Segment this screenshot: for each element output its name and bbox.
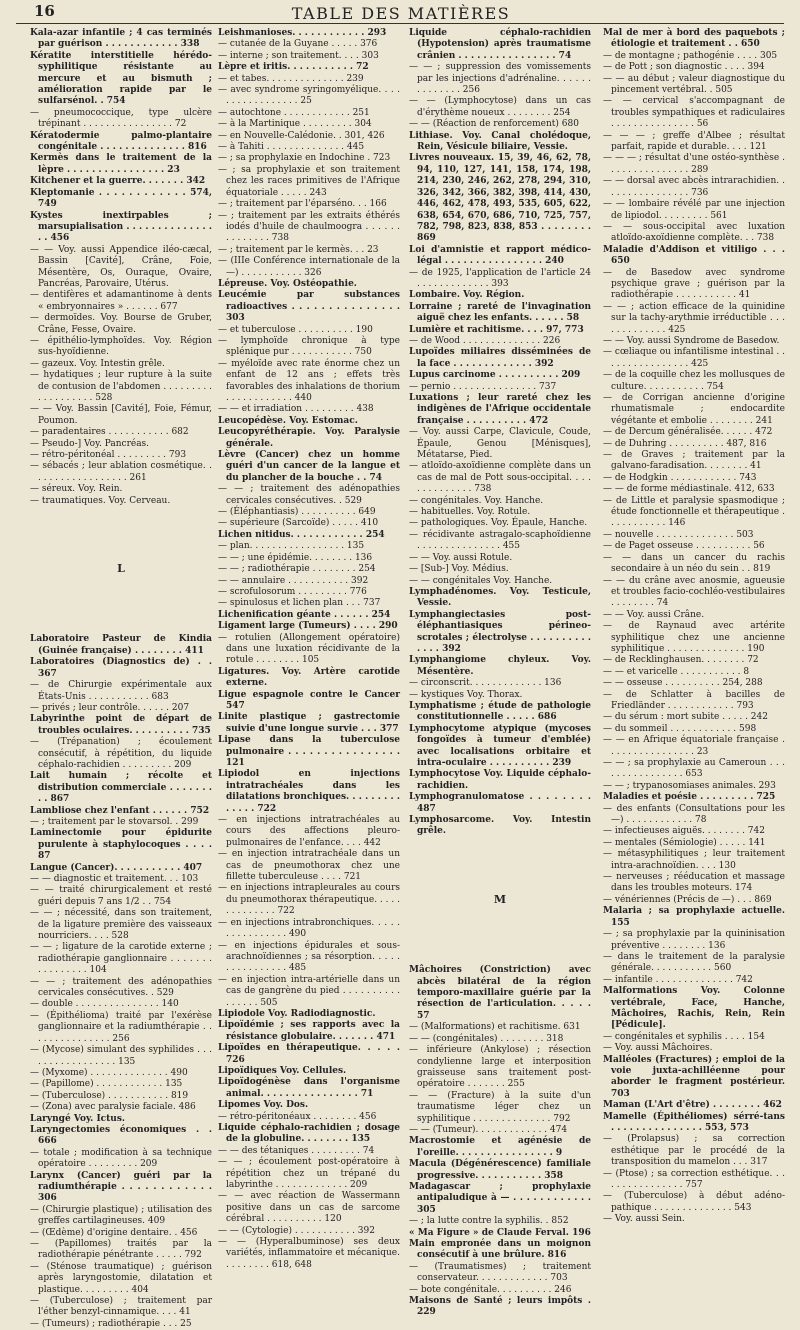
index-entry: Lambliose chez l'enfant . . . . . . 752 xyxy=(30,805,210,816)
index-entry: — (Tuberculose) . . . . . . . . . . . 819 xyxy=(30,1090,189,1101)
index-entry: — double . . . . . . . . . . . . . . . 140 xyxy=(30,999,179,1010)
index-entry: — en injections intrabronchiques. . . . . . . . . . . . . . . . 490 xyxy=(218,917,400,940)
index-entry: Kala-azar infantile ; 4 cas terminés par guérison . . . . . . . . . . . . 338 xyxy=(30,28,212,50)
index-entry: Madagascar ; prophylaxie antipaludique à — . . . . . . . . . . . . 305 xyxy=(409,1181,591,1215)
index-entry: Leishmanioses. . . . . . . . . . . . 293 xyxy=(218,28,387,38)
index-entry: Lipoïdes en thérapeutique. . . . . 726 xyxy=(218,1043,400,1065)
index-entry: — cœliaque ou infantilisme intestinal . . . . . . . . . . . . . . . . 425 xyxy=(603,347,785,369)
index-entry: Kératodermie palmo-plantaire congénitale . . . . . . . . . . . . . . 816 xyxy=(30,130,212,153)
index-entry: — en injection intra-artérielle dans un cas de gangrène du pied . . . . . . . . . . . . . . . . 505 xyxy=(218,974,400,1008)
index-entry: — de montagne ; pathogénie . . . . 305 xyxy=(603,50,778,61)
index-entry: — dans le traitement de la paralysie générale. . . . . . . . . . . 560 xyxy=(603,951,785,974)
index-entry: — épithélio-lymphoïdes. Voy. Région sus-hyoïdienne. xyxy=(30,335,212,358)
index-entry: — plan. . . . . . . . . . . . . . . . . 135 xyxy=(218,541,365,552)
index-entry: — vénériennes (Précis de —) . . . 869 xyxy=(603,894,772,905)
index-entry: « Ma Figure » de Claude Ferval. 196 xyxy=(409,1227,591,1238)
index-entry: — — lombaire révélé par une injection de lipiodol. . . . . . . . . 561 xyxy=(603,199,785,221)
index-entry: Liquide céphalo-rachidien (Hypotension) après traumatisme crânien . . . . . . . . . . . . . . . . 74 xyxy=(409,28,591,61)
index-entry: — habituelles. Voy. Rotule. xyxy=(409,507,531,518)
index-entry: — — dans un cancer du rachis secondaire à un néo du sein . . 819 xyxy=(603,552,785,575)
index-entry: Malformations Voy. Colonne vertébrale, Face, Hanche, Mâchoires, Rachis, Rein, Rein [Pédicule]. xyxy=(603,986,785,1031)
index-entry: — du sérum : mort subite . . . . . 242 xyxy=(603,712,768,723)
index-entry: — — Voy. aussi Rotule. xyxy=(409,552,513,563)
column-1 xyxy=(30,28,212,1329)
index-entry: — pathologiques. Voy. Épaule, Hanche. xyxy=(409,518,588,529)
index-entry: — — et irradiation . . . . . . . . . 438 xyxy=(218,404,374,415)
index-entry: — (Tuberculose) à début adéno-pathique . . . . . . . . . . . . . . 543 xyxy=(603,1191,785,1213)
index-entry: Macrostomie et agénésie de l'oreille. . . . . . . . . . . . . . . . 9 xyxy=(409,1136,591,1158)
index-entry: Laryngé Voy. Ictus. xyxy=(30,1113,126,1124)
index-entry: Lèpre et iritis. . . . . . . . . . . 72 xyxy=(218,62,369,73)
index-entry: — (Prolapsus) ; sa correction esthétique par le procédé de la transposition du mamelon . . . 317 xyxy=(603,1134,785,1168)
index-entry: — ; la lutte contre la syphilis. . 852 xyxy=(409,1216,569,1227)
index-entry: Lymphangiome chyleux. Voy. Mésentère. xyxy=(409,655,591,677)
index-entry: — ; traitement par l'éparséno. . . 166 xyxy=(218,199,387,210)
index-entry: — séreux. Voy. Rein. xyxy=(30,484,123,495)
index-entry: Lipoïdémie ; ses rapports avec la résistance globulaire. . . . . . . 471 xyxy=(218,1020,400,1042)
index-entry: — en injection intratrachéale dans un cas de pneumothorax chez une fillette tuberculeuse . . . . 721 xyxy=(218,849,400,883)
index-entry: — (Traumatismes) ; traitement conservateur. . . . . . . . . . . . . 703 xyxy=(409,1261,591,1284)
index-entry: — de Paget osseuse . . . . . . . . . . 56 xyxy=(603,541,765,552)
index-entry: — nouvelle . . . . . . . . . . . . . . 503 xyxy=(603,529,754,540)
index-entry: — [Sub-] Voy. Médius. xyxy=(409,564,509,575)
index-entry: — — ; ligature de la carotide externe ; radiothérapie ganglionnaire . . . . . . . . . . . . . . . . 104 xyxy=(30,942,212,976)
index-entry: — récidivante astragalo-scaphoïdienne . . . . . . . . . . . . . . . 455 xyxy=(409,529,591,552)
index-entry: — — (Cytologie) . . . . . . . . . . . 392 xyxy=(218,1225,375,1236)
index-entry: Leucopédèse. Voy. Estomac. xyxy=(218,415,358,426)
index-entry: Kermès dans le traitement de la lèpre . . . . . . . . . . . . . . . . 23 xyxy=(30,153,212,175)
index-entry: — infantile . . . . . . . . . . . . . . 742 xyxy=(603,974,753,985)
index-entry: — — (Hyperalbuminose) ses deux variétés, inflammatoire et mécanique. . . . . . . . . 618, 648 xyxy=(218,1237,400,1270)
index-entry: — — dorsal avec abcès intrarachidien. . . . . . . . . . . . . . . . 736 xyxy=(603,176,785,198)
index-entry: — atloïdo-axoïdienne complète dans un cas de mal de Pott sous-occipital. . . . . . . . . . . . . . 738 xyxy=(409,461,591,495)
index-entry: Ligatures. Voy. Artère carotide externe. xyxy=(218,666,400,689)
index-entry: — — ; action efficace de la quinidine sur la tachy-arythmie irréductible . . . . . . . . . . . . . 425 xyxy=(603,301,785,335)
index-entry: — — ; traitement des adénopathies cervicales consécutives. . 529 xyxy=(218,484,400,506)
index-entry: — des enfants (Consultations pour les —) . . . . . . . . . . . . 78 xyxy=(603,803,785,826)
index-entry: — (Papillome) . . . . . . . . . . . . 135 xyxy=(30,1079,183,1090)
index-entry: — de Little et paralysie spasmodique ; étude fonctionnelle et thérapeutique . . . . . . . . . . . 146 xyxy=(603,495,785,529)
index-entry: — dermoïdes. Voy. Bourse de Gruber, Crâne, Fesse, Ovaire. xyxy=(30,313,212,335)
index-entry: — — ; nécessité, dans son traitement, de la ligature première des vaisseaux nourriciers. . . . 528 xyxy=(30,908,212,942)
index-entry: — supérieure (Sarcoïde) . . . . . 410 xyxy=(218,518,379,529)
index-entry: — — Voy. aussi Syndrome de Basedow. xyxy=(603,335,780,346)
index-entry: — hydatiques ; leur rupture à la suite de contusion de l'abdomen . . . . . . . . . . . . . . . . . . . 528 xyxy=(30,370,212,403)
index-entry: — — (Lymphocytose) dans un cas d'érythème noueux . . . . . . . . 254 xyxy=(409,96,591,118)
index-entry: Langue (Cancer). . . . . . . . . . . 407 xyxy=(30,862,203,873)
index-entry: Lymphangiectasies post-éléphantiasiques périneo-scrotales ; électrolyse . . . . . . . . . . . . . . 392 xyxy=(409,609,591,654)
index-entry: — de Raynaud avec artérite syphilitique chez une ancienne syphilitique . . . . . . . . . . . . . . 190 xyxy=(603,621,785,654)
index-entry: — — Voy. aussi Appendice iléo-cæcal, Bassin [Cavité], Crâne, Foie, Mésentère, Os, Ouraque, Ovaire, Pancréas, Parovaire, Utérus. xyxy=(30,244,212,289)
index-entry: — — Voy. aussi Crâne. xyxy=(603,609,705,620)
index-entry: Maman (L'Art d'être) . . . . . . . . 462 xyxy=(603,1100,782,1111)
index-entry: Lymphosarcome. Voy. Intestin grêle. xyxy=(409,815,591,837)
index-entry: Maladies et poésie . . . . . . . . . 725 xyxy=(603,792,776,803)
index-entry: Ligue espagnole contre le Cancer 547 xyxy=(218,689,400,711)
index-entry: Lipiodole Voy. Radiodiagnostic. xyxy=(218,1008,376,1019)
index-entry: — totale ; modification à sa technique opératoire . . . . . . . . . 209 xyxy=(30,1147,212,1170)
index-entry: — mentales (Sémiologie) . . . . . 141 xyxy=(603,837,766,848)
index-entry: — — (Fracture) à la suite d'un traumatisme léger chez un syphilitique . . . . . . . . . . . . . . 792 xyxy=(409,1090,591,1124)
index-entry: Lymphocytome atypique (mycoses fongoïdes à tumeur d'emblée) avec localisations orbitaire et intra-oculaire . . . . . . . . . . 239 xyxy=(409,723,591,768)
index-entry: — (Tumeurs) ; radiothérapie . . . 25 xyxy=(30,1318,192,1329)
index-entry: — — (Tumeur). . . . . . . . . . . . . 474 xyxy=(409,1124,568,1135)
index-entry: — — avec réaction de Wassermann positive dans un cas de sarcome cérébral . . . . . . . . . . 120 xyxy=(218,1191,400,1225)
index-entry: Lipiodol en injections intratrachéales dans les dilatations bronchiques. . . . . . . . . . . . . . 722 xyxy=(218,769,400,814)
index-entry: — myéloïde avec rate énorme chez un enfant de 12 ans ; effets très favorables des inhalations de thorium . . . . . . . . . . . . 440 xyxy=(218,358,400,403)
index-entry: Maisons de Santé ; leurs impôts . 229 xyxy=(409,1296,591,1318)
page-title: TABLE DES MATIÈRES xyxy=(291,4,511,23)
index-entry: — en injections intrapleurales au cours du pneumothorax thérapeutique. . . . . . . . . . . . . . 722 xyxy=(218,883,400,917)
column-4 xyxy=(603,28,785,1225)
index-entry: — privés ; leur contrôle. . . . . . 207 xyxy=(30,702,190,713)
index-entry: Leucémie par substances radioactives . . . . . . . . . . . . . . . 303 xyxy=(218,290,400,324)
index-entry: — — ; traitement des adénopathies cervicales consécutives. . 529 xyxy=(30,976,212,999)
index-entry: — ; sa prophylaxie et son traitement chez les races primitives de l'Afrique équatoriale . . . . . 243 xyxy=(218,164,400,198)
index-entry: Lymphatisme ; étude de pathologie constitutionnelle . . . . . 686 xyxy=(409,700,591,723)
column-3 xyxy=(409,28,591,1318)
index-entry: — (Chirurgie plastique) ; utilisation des greffes cartilagineuses. 409 xyxy=(30,1204,212,1227)
index-entry: — Pseudo-] Voy. Pancréas. xyxy=(30,438,150,449)
index-entry: — — et varicelle . . . . . . . . . . . 8 xyxy=(603,666,750,677)
index-entry: — à Tahiti . . . . . . . . . . . . . . 445 xyxy=(218,142,365,153)
index-entry: — de Schlatter à bacilles de Friedländer . . . . . . . . . . . . 793 xyxy=(603,689,785,711)
index-entry: — — de forme médiastinale. 412, 633 xyxy=(603,484,775,495)
index-entry: — de Hodgkin . . . . . . . . . . . . 743 xyxy=(603,472,757,483)
index-entry: Lorraine ; rareté de l'invagination aiguë chez les enfants. . . . . . 58 xyxy=(409,301,591,324)
index-entry: — ; traitement par le stovarsol. . 299 xyxy=(30,816,199,827)
index-entry: Macula (Dégénérescence) familiale progressive. . . . . . . . . . . 358 xyxy=(409,1159,591,1181)
index-entry: — (Papillomes) traités par la radiothérapie pénétrante . . . . . 792 xyxy=(30,1239,212,1261)
index-entry: Lépreuse. Voy. Ostéopathie. xyxy=(218,278,357,289)
index-entry: — de Pott ; son diagnostic . . . . 394 xyxy=(603,62,765,73)
index-entry: — du sommeil . . . . . . . . . . . . 598 xyxy=(603,723,757,734)
index-entry: — circonscrit. . . . . . . . . . . . . 136 xyxy=(409,678,562,689)
index-entry: — ; sa prophylaxie par la quininisation préventive . . . . . . . . 136 xyxy=(603,929,785,951)
index-entry: Main empronée dans un moignon consécutif à une brûlure. 816 xyxy=(409,1239,591,1261)
index-entry: Kitchener et la guerre. . . . . . . 342 xyxy=(30,176,206,187)
index-entry: — — (Réaction de renforcement) 680 xyxy=(409,119,579,130)
index-entry: — kystiques Voy. Thorax. xyxy=(409,689,523,700)
index-entry: — — — ; résultat d'une ostéo-synthèse . . . . . . . . . . . . . . . 289 xyxy=(603,153,785,175)
index-entry: Lupoïdes miliaires disséminées de la face . . . . . . . . . . . . . 392 xyxy=(409,347,591,369)
index-entry: — — cervical s'accompagnant de troubles sympathiques et radiculaires . . . . . . . . . . . . . . . 56 xyxy=(603,96,785,130)
index-entry: — — (congénitales) . . . . . . . . 318 xyxy=(409,1033,564,1044)
index-entry: Lymphogranulomatose . . . . . . . . 487 xyxy=(409,792,591,814)
index-entry: — cutanée de la Guyane . . . . . 376 xyxy=(218,39,378,50)
index-entry: — autochtone . . . . . . . . . . . . 251 xyxy=(218,107,370,118)
index-entry: Mal de mer à bord des paquebots ; étiologie et traitement . . 650 xyxy=(603,28,785,50)
index-entry: — — au début ; valeur diagnostique du pincement vertébral. . 505 xyxy=(603,73,785,96)
index-entry: Laryngectomies économiques . . 666 xyxy=(30,1124,212,1147)
index-entry: — congénitales. Voy. Hanche. xyxy=(409,495,544,506)
index-entry: — de Dercum généralisée. . . . . . 472 xyxy=(603,427,773,438)
index-entry: Laboratoire Pasteur de Kindia (Guinée française) . . . . . . . . 411 xyxy=(30,634,212,656)
index-entry: Lait humain ; récolte et distribution commerciale . . . . . . . . . 867 xyxy=(30,771,212,805)
index-entry: Mâchoires (Constriction) avec abcès bilatéral de la région temporo-maxillaire guérie par la résection de l'articulation. . . . . 57 xyxy=(409,965,591,1021)
index-entry: — rétro-péritonéal . . . . . . . . . 793 xyxy=(30,450,187,461)
index-entry: — de Corrigan ancienne d'origine rhumatismale ; endocardite végétante et embolie . . . . . . . . 241 xyxy=(603,393,785,426)
index-entry: Livres nouveaux. 15, 39, 46, 62, 78, 94, 110, 127, 141, 158, 174, 198, 214, 230, 246, 262, 278, 294, 310, 326, 342, 366, 382, 398, 414, 430, 446, 462, 478, 493, 535, 605, 622, 638, 654, 670, 686, 710, 725, 757, 782, 798, 823, 838, 853 . . . . . . . . 869 xyxy=(409,153,591,244)
index-entry: Leucopyréthérapie. Voy. Paralysie générale. xyxy=(218,427,400,449)
index-entry: Malléoles (Fractures) ; emploi de la voie juxta-achilléenne pour aborder le fragment postérieur. 703 xyxy=(603,1054,785,1099)
index-entry: — Voy. aussi Sein. xyxy=(603,1214,685,1225)
index-entry: — et tuberculose . . . . . . . . . . 190 xyxy=(218,324,373,335)
index-entry: — — ; trypanosomiases animales. 293 xyxy=(603,780,776,791)
index-entry: — de Graves ; traitement par la galvano-faradisation. . . . . . . . 41 xyxy=(603,450,785,472)
index-entry: — — ; suppression des vomissements par les injections d'adrénaline. . . . . . . . . . . . . . 256 xyxy=(409,62,591,96)
index-entry: — ; traitement par les extraits éthérés iodés d'huile de chaulmoogra . . . . . . . . . . . . . . 738 xyxy=(218,210,400,244)
index-entry: — spinulosus et lichen plan . . . 737 xyxy=(218,598,381,609)
index-entry: — — ; écoulement post-opératoire à répétition chez un trépané du labyrinthe . . . . . . . . . . . . . 209 xyxy=(218,1157,400,1191)
index-entry: — ; sa prophylaxie en Indochine . 723 xyxy=(218,153,391,164)
index-entry: — (Myxome) . . . . . . . . . . . . . . 490 xyxy=(30,1067,188,1078)
page-number: 16 xyxy=(34,2,55,20)
index-entry: Lithiase. Voy. Canal cholédoque, Rein, Vésicule biliaire, Vessie. xyxy=(409,130,591,153)
index-entry: Maladie d'Addison et vitiligo . . . 650 xyxy=(603,244,785,267)
index-entry: — — sous-occipital avec luxation atloïdo-axoïdienne complète. . . 738 xyxy=(603,221,785,244)
index-entry: Larynx (Cancer) guéri par la radiumthérapie . . . . . . . . . . . . 306 xyxy=(30,1170,212,1204)
index-entry: — en Nouvelle-Calédonie. . 301, 426 xyxy=(218,130,385,141)
index-entry: — — — ; greffe d'Albee ; résultat parfait, rapide et durable. . . . 121 xyxy=(603,130,785,153)
index-entry: — inférieure (Ankylose) ; résection condylienne large et interposition graisseuse sans traitement post-opératoire . . . . . . . 255 xyxy=(409,1045,591,1090)
index-entry: — nerveuses ; rééducation et massage dans les troubles moteurs. 174 xyxy=(603,872,785,894)
index-entry: — interne ; son traitement. . . . 303 xyxy=(218,50,379,61)
index-entry: Laminectomie pour épidurite purulente à staphylocoques . . . . 87 xyxy=(30,828,212,862)
index-entry: — (Malformations) et rachitisme. 631 xyxy=(409,1022,581,1033)
index-entry: — à la Martinique . . . . . . . . . 304 xyxy=(218,119,372,130)
index-entry: Lèvre (Cancer) chez un homme guéri d'un cancer de la langue et du plancher de la bouche . . 74 xyxy=(218,450,400,483)
index-entry: — (IIIe Conférence internationale de la —) . . . . . . . . . . . 326 xyxy=(218,256,400,278)
section-letter: L xyxy=(117,562,125,576)
index-entry: Lombaire. Voy. Région. xyxy=(409,290,525,301)
index-entry: Kératite interstitielle hérédo-syphilitique résistante au mercure et au bismuth ; amélioration rapide par le sulfarsénol. . 754 xyxy=(30,50,212,107)
index-entry: — et tabes. . . . . . . . . . . . . . 239 xyxy=(218,73,364,84)
index-entry: — en injections intratrachéales au cours des affections pleuro-pulmonaires de l'enfance. . . . 442 xyxy=(218,815,400,848)
index-entry: — (Épithélioma) traité par l'exérèse ganglionnaire et la radiumthérapie . . . . . . . . . . . . . . . 256 xyxy=(30,1010,212,1044)
column-2 xyxy=(218,28,400,1270)
index-entry: — — des tétaniques . . . . . . . . . 74 xyxy=(218,1145,375,1156)
index-entry: Lipase dans la tuberculose pulmonaire . . . . . . . . . . . . . . . . 121 xyxy=(218,735,400,768)
index-entry: Ligament large (Tumeurs) . . . . 290 xyxy=(218,621,398,632)
index-entry: — sébacés ; leur ablation cosmétique. . . . . . . . . . . . . . . . . . 261 xyxy=(30,461,212,483)
index-entry: — infectieuses aiguës. . . . . . . . 742 xyxy=(603,826,765,837)
index-entry: — — en Afrique équatoriale française . . . . . . . . . . . . . . . . 23 xyxy=(603,735,785,757)
index-entry: Lumière et rachitisme. . . . 97, 773 xyxy=(409,324,584,335)
index-entry: — paradentaires . . . . . . . . . . . 682 xyxy=(30,427,189,438)
index-entry: — traumatiques. Voy. Cerveau. xyxy=(30,495,171,506)
index-entry: Lichen nitidus. . . . . . . . . . . . 254 xyxy=(218,529,385,540)
index-entry: — (Mycose) simulant des syphilides . . . . . . . . . . . . . . . . . 135 xyxy=(30,1045,212,1067)
index-entry: — rétro-péritonéaux . . . . . . . . 456 xyxy=(218,1111,377,1122)
index-entry: — (Ptose) ; sa correction esthétique. . . . . . . . . . . . . . . . 757 xyxy=(603,1168,785,1191)
index-entry: — — osseuse . . . . . . . . . . 254, 288 xyxy=(603,678,763,689)
index-entry: — ; traitement par le kermès. . . 23 xyxy=(218,244,379,255)
index-entry: Malaria ; sa prophylaxie actuelle. 155 xyxy=(603,906,785,928)
index-entry: — — du crâne avec anosmie, agueusie et troubles facio-cochléo-vestibulaires . . . . . . . . 74 xyxy=(603,575,785,609)
index-entry: — — ; radiothérapie . . . . . . . . 254 xyxy=(218,564,376,575)
index-entry: Lipomes Voy. Dos. xyxy=(218,1100,309,1111)
index-entry: — (Sténose traumatique) ; guérison après laryngostomie, dilatation et plastique. . . . . . . . . 404 xyxy=(30,1261,212,1295)
index-entry: — de la coquille chez les mollusques de culture. . . . . . . . . . . 754 xyxy=(603,370,785,392)
index-entry: Lymphadénomes. Voy. Testicule, Vessie. xyxy=(409,586,591,609)
index-entry: — — annulaire . . . . . . . . . . . 392 xyxy=(218,575,369,586)
index-entry: — métasyphilitiques ; leur traitement intra-arachnoïdien. . . . 130 xyxy=(603,849,785,871)
index-entry: — congénitales et syphilis . . . . 154 xyxy=(603,1031,765,1042)
index-entry: — en injections épidurales et sous-arachnoïdiennes ; sa résorption. . . . . . . . . . . . . . . . 485 xyxy=(218,940,400,974)
index-entry: — gazeux. Voy. Intestin grêle. xyxy=(30,358,165,369)
index-entry: — de Duhring . . . . . . . . . . 487, 816 xyxy=(603,438,767,449)
index-entry: — pneumococcique, type ulcère trépinant . . . . . . . . . . . . . . . . 72 xyxy=(30,107,212,130)
index-entry: — — diagnostic et traitement. . . 103 xyxy=(30,874,199,884)
index-entry: Lipoïdogénèse dans l'organisme animal. . . . . . . . . . . . . . . . 71 xyxy=(218,1077,400,1099)
index-entry: — de Recklinghausen. . . . . . . . 72 xyxy=(603,655,759,666)
index-entry: — scrofulosorum . . . . . . . . . 776 xyxy=(218,586,367,597)
index-entry: — (Trépanation) ; écoulement consécutif, à répétition, du liquide céphalo-rachidien . . . . . . . . . 209 xyxy=(30,737,212,770)
index-entry: — de Wood . . . . . . . . . . . . . . 226 xyxy=(409,335,561,346)
index-entry: Lupus carcinome . . . . . . . . . . 209 xyxy=(409,370,581,381)
index-entry: — — congénitales Voy. Hanche. xyxy=(409,575,553,586)
index-entry: Labyrinthe point de départ de troubles oculaires. . . . . . . . . . 735 xyxy=(30,714,212,736)
index-entry: — dentifères et adamantinome à dents « embryonnaires » . . . . . . 677 xyxy=(30,290,212,312)
section-letter: M xyxy=(493,892,507,906)
index-entry: — bote congénitale. . . . . . . . . . 246 xyxy=(409,1284,572,1295)
index-entry: — avec syndrome syringomyélique. . . . . . . . . . . . . . . . . 25 xyxy=(218,85,400,107)
index-entry: Lichenification géante . . . . . . 254 xyxy=(218,609,391,620)
index-entry: Laboratoires (Diagnostics de) . . 367 xyxy=(30,657,212,679)
index-entry: Luxations ; leur rareté chez les indigènes de l'Afrique occidentale française . . . . . . . . . . 472 xyxy=(409,393,591,426)
index-entry: — de Chirurgie expérimentale aux États-Unis . . . . . . . . . . . 683 xyxy=(30,680,212,702)
index-entry: — (Œdème) d'origine dentaire. . 456 xyxy=(30,1227,198,1238)
header-rule xyxy=(16,23,784,24)
index-entry: — — ; une épidémie. . . . . . . . 136 xyxy=(218,552,373,563)
index-entry: — (Tuberculose) ; traitement par l'éther benzyl-cinnamique. . . . 41 xyxy=(30,1296,212,1318)
index-entry: — rotulien (Allongement opératoire) dans une luxation récidivante de la rotule . . . . . . . . 105 xyxy=(218,632,400,666)
index-entry: Liquide céphalo-rachidien ; dosage de la globuline. . . . . . . . 135 xyxy=(218,1123,400,1145)
index-entry: Loi d'amnistie et rapport médico-légal . . . . . . . . . . . . . . . . 240 xyxy=(409,244,591,267)
index-entry: — (Zona) avec paralysie faciale. 486 xyxy=(30,1102,196,1113)
index-entry: Linite plastique ; gastrectomie suivie d'une longue survie . . . 377 xyxy=(218,712,400,734)
index-entry: — lymphoïde chronique à type splénique pur . . . . . . . . . . . 750 xyxy=(218,335,400,358)
index-entry: Kleptomanie . . . . . . . . . . . . 574, 749 xyxy=(30,187,212,210)
index-entry: — Voy. aussi Mâchoires. xyxy=(603,1043,713,1054)
index-entry: — Voy. aussi Carpe, Clavicule, Coude, Épaule, Genou [Ménisques], Métatarse, Pied. xyxy=(409,427,591,461)
index-entry: Lipoïdiques Voy. Cellules. xyxy=(218,1065,347,1076)
index-entry: — — ; sa prophylaxie au Cameroun . . . . . . . . . . . . . . . . 653 xyxy=(603,758,785,780)
index-entry: — (Éléphantiasis) . . . . . . . . . . 649 xyxy=(218,507,376,518)
index-entry: — de 1925, l'application de l'article 24 . . . . . . . . . . . . . 393 xyxy=(409,267,591,289)
index-entry: — — traité chirurgicalement et resté guéri depuis 7 ans 1/2 . . 754 xyxy=(30,885,212,907)
index-entry: — de Basedow avec syndrome psychique grave ; guérison par la radiothérapie . . . . . . . . . . . 41 xyxy=(603,267,785,301)
index-entry: Lymphocytose Voy. Liquide céphalo-rachidien. xyxy=(409,769,591,791)
index-entry: Mamelle (Épithéliomes) sérré-tans . . . . . . . . . . . . . . . 553, 573 xyxy=(603,1111,785,1133)
index-entry: — — Voy. Bassin [Cavité], Foie, Fémur, Poumon. xyxy=(30,404,212,426)
index-entry: — pernio . . . . . . . . . . . . . . . 737 xyxy=(409,381,557,392)
index-entry: Kystes inextirpables ; marsupialisation . . . . . . . . . . . . . . . . 456 xyxy=(30,210,212,244)
